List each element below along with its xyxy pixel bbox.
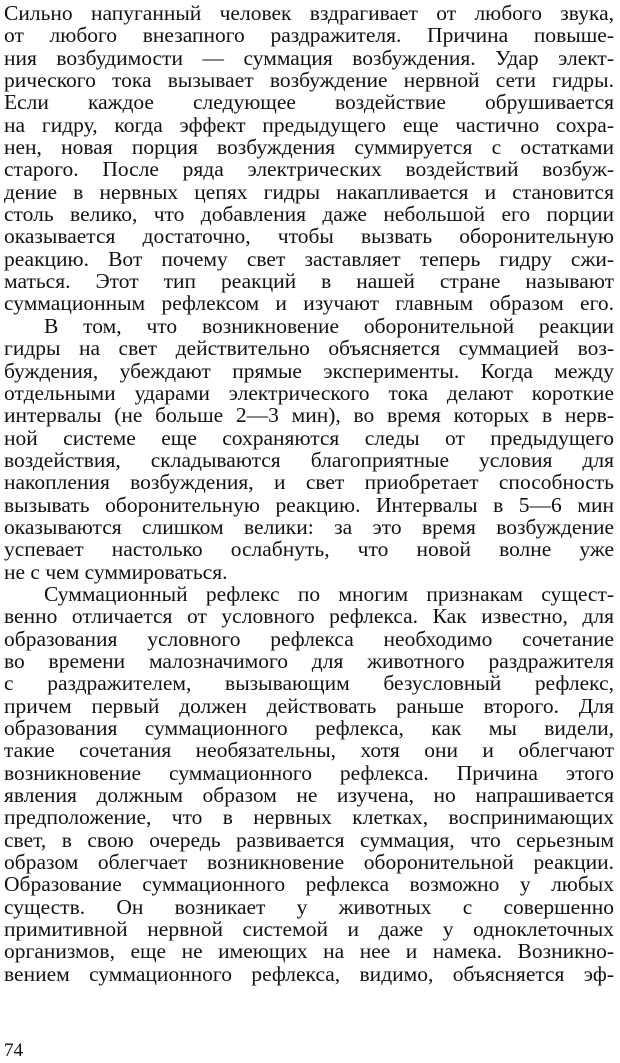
text-line: оказываются слишком велики: за это время возбуждение	[4, 514, 614, 539]
text-line: ной системе еще сохраняются следы от предыдущего	[4, 425, 614, 450]
text-line: Сильно напуганный человек вздрагивает от любого звука,	[4, 1, 614, 25]
text-line: успевает настолько ослабнуть, что новой волне уже	[4, 537, 614, 562]
text-line: Если каждое следующее воздействие обрушивается	[4, 90, 614, 115]
text-line: образования условного рефлекса необходимо сочетание	[4, 626, 614, 651]
text-line: маться. Этот тип реакций в нашей стране называют	[4, 269, 614, 294]
text-line: существ. Он возникает у животных с совершенно	[4, 894, 614, 919]
text-line: накопления возбуждения, и свет приобретает способность	[4, 470, 614, 495]
text-line: оказывается достаточно, чтобы вызвать оборонительную	[4, 224, 614, 249]
text-line: отдельными ударами электрического тока делают короткие	[4, 380, 614, 405]
text-line: от любого внезапного раздражителя. Причина повыше-	[4, 23, 614, 48]
text-line: на гидру, когда эффект предыдущего еще частично сохра-	[4, 112, 614, 137]
text-line: образования суммационного рефлекса, как мы видели,	[4, 716, 614, 740]
text-line: столь велико, что добавления даже небольшой его порции	[4, 202, 614, 227]
text-line: венно отличается от условного рефлекса. Как известно, для	[4, 604, 614, 629]
text-line: интервалы (не больше 2—3 мин), во время которых в нерв-	[4, 403, 614, 428]
text-line: причем первый должен действовать раньше второго. Для	[4, 693, 614, 718]
text-line: реакцию. Вот почему свет заставляет теперь гидру сжи-	[4, 246, 614, 271]
text-line: гидры на свет действительно объясняется суммацией воз-	[4, 336, 614, 361]
text-line: с раздражителем, вызывающим безусловный рефлекс,	[4, 671, 614, 696]
text-line: явления должным образом не изучена, но напрашивается	[4, 783, 614, 808]
page-body	[4, 2, 614, 985]
text-line: предположение, что в нервных клетках, воспринимающих	[4, 805, 614, 830]
text-line: Образование суммационного рефлекса возможно у любых	[4, 872, 614, 897]
page-number: 74	[4, 1040, 23, 1061]
text-line: воздействия, складываются благоприятные условия для	[4, 447, 614, 472]
text-line: организмов, еще не имеющих на нее и намека. Возникно-	[4, 939, 614, 964]
text-line: ния возбудимости — суммация возбуждения. Удар элект-	[4, 45, 614, 70]
text-line: старого. После ряда электрических воздействий возбуж-	[4, 157, 614, 182]
text-line: дение в нервных цепях гидры накапливается и становится	[4, 179, 614, 204]
text-line: возникновение суммационного рефлекса. Причина этого	[4, 760, 614, 785]
text-line: свет, в свою очередь развивается суммация, что серьезным	[4, 827, 614, 852]
text-line: вызывать оборонительную реакцию. Интервалы в 5—6 мин	[4, 492, 614, 517]
text-line: вением суммационного рефлекса, видимо, объясняется эф-	[4, 961, 614, 986]
paragraph	[4, 583, 614, 873]
text-line: нен, новая порция возбуждения суммируется с остатками	[4, 135, 614, 160]
text-line: буждения, убеждают прямые эксперименты. Когда между	[4, 358, 614, 383]
text-line: образом облегчает возникновение оборонительной реакции.	[4, 850, 614, 875]
text-line: такие сочетания необязательны, хотя они и облегчают	[4, 738, 614, 763]
text-line: суммационным рефлексом и изучают главным образом его.	[4, 291, 614, 316]
text-line: во времени малозначимого для животного раздражителя	[4, 648, 614, 673]
paragraph	[4, 873, 614, 985]
text-line: Суммационный рефлекс по многим признакам сущест-	[44, 581, 614, 606]
text-line: примитивной нервной системой и даже у одноклеточных	[4, 917, 614, 942]
text-line: В том, что возникновение оборонительной реакции	[44, 313, 614, 338]
paragraph	[4, 2, 614, 315]
paragraph	[4, 315, 614, 583]
text-line: рического тока вызывает возбуждение нервной сети гидры.	[4, 68, 614, 93]
text-line: не с чем суммироваться.	[4, 559, 228, 584]
